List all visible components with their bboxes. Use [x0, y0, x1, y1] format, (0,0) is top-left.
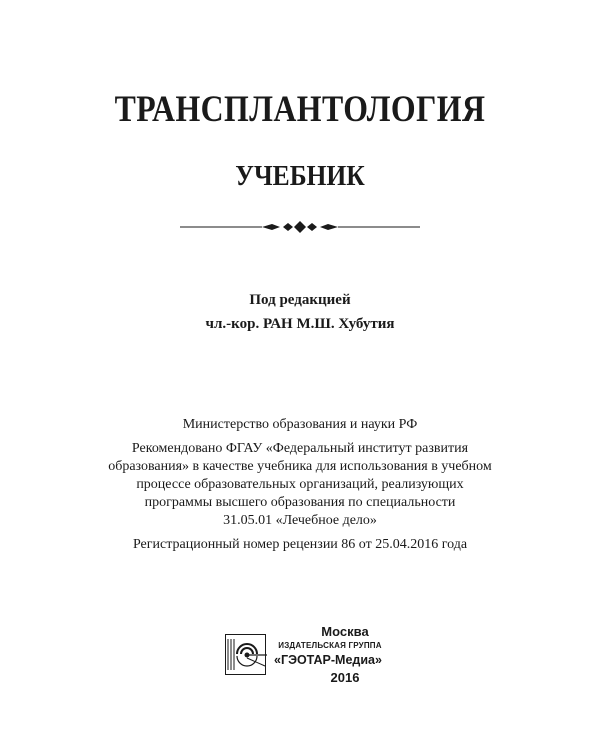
ministry-text: Министерство образования и науки РФ [182, 417, 418, 432]
book-subtitle: УЧЕБНИК [235, 160, 365, 192]
book-title: ТРАНСПЛАНТОЛОГИЯ [114, 89, 486, 130]
approval-block [0, 416, 600, 554]
recommendation-line: Рекомендовано ФГАУ «Федеральный институт развития [131, 441, 469, 456]
recommendation-line: 31.05.01 «Лечебное дело» [223, 513, 377, 528]
recommendation-line: образования» в качестве учебника для использования в учебном [108, 459, 492, 474]
publisher-city: Москва [321, 624, 369, 639]
publisher-name: «ГЭОТАР-Медиа» [274, 653, 382, 667]
publisher-group: ИЗДАТЕЛЬСКАЯ ГРУППА [278, 641, 382, 650]
editor-block [0, 288, 600, 336]
registration-text: Регистрационный номер рецензии 86 от 25.04.2016 года [132, 537, 468, 552]
editor-name: чл.-кор. РАН М.Ш. Хубутия [205, 316, 395, 332]
recommendation-line: программы высшего образования по специальности [144, 495, 456, 510]
editor-label: Под редакцией [249, 292, 351, 308]
ornament-divider [180, 219, 420, 235]
publication-year: 2016 [330, 670, 360, 685]
publisher-block [225, 624, 395, 694]
recommendation-line: процессе образовательных организаций, реализующих [136, 477, 464, 492]
